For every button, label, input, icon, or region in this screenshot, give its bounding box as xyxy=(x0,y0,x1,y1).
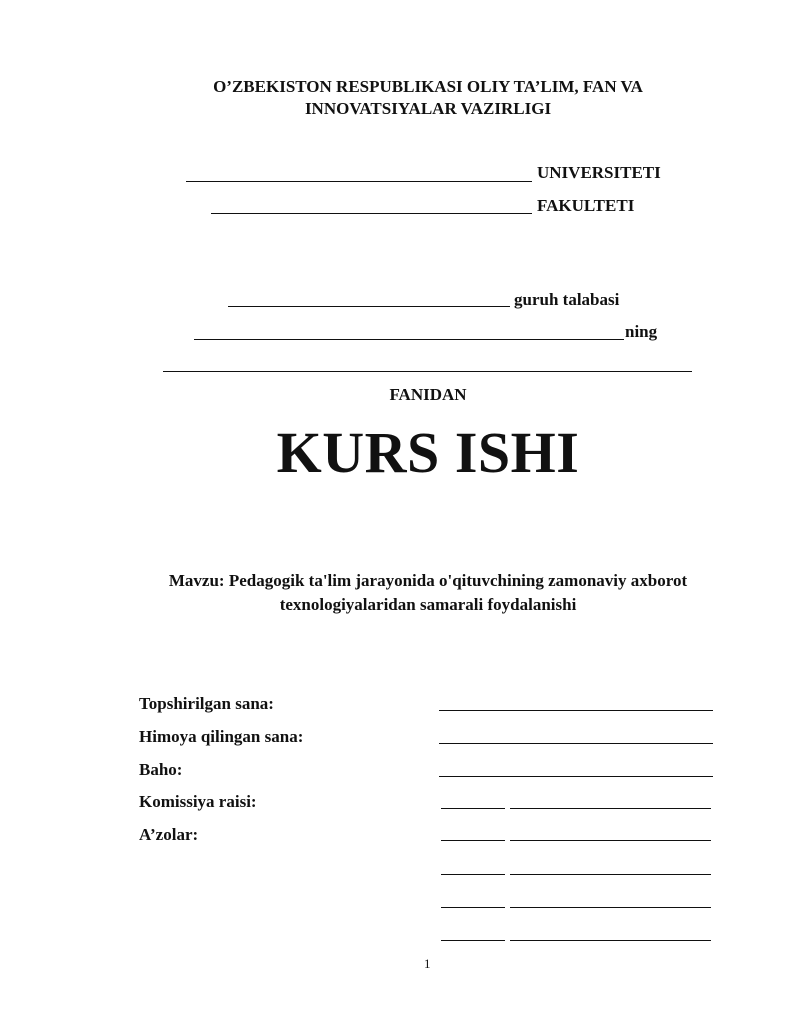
topic-line1: Mavzu: Pedagogik ta'lim jarayonida o'qituvchining zamonaviy axborot xyxy=(168,571,688,590)
page-number: 1 xyxy=(424,956,431,971)
topic-line2: texnologiyalaridan samarali foydalanishi xyxy=(279,595,577,614)
subject-label: FANIDAN xyxy=(389,385,467,404)
members-label: A’zolar: xyxy=(139,825,199,844)
member-signature-blank xyxy=(441,874,505,875)
subject-blank xyxy=(163,371,692,372)
commission-chair-signature-blank xyxy=(441,808,505,809)
member-name-blank xyxy=(510,907,711,908)
defense-date-label: Himoya qilingan sana: xyxy=(139,727,304,746)
university-label: UNIVERSITETI xyxy=(537,163,661,182)
member-name-blank xyxy=(510,874,711,875)
ministry-title-line2: INNOVATSIYALAR VAZIRLIGI xyxy=(304,99,552,118)
defense-date-blank xyxy=(439,743,713,744)
university-name-blank xyxy=(186,181,532,182)
member-name-blank xyxy=(510,940,711,941)
faculty-name-blank xyxy=(211,213,532,214)
document-title: KURS ISHI xyxy=(276,420,580,485)
commission-chair-label: Komissiya raisi: xyxy=(139,792,257,811)
commission-chair-name-blank xyxy=(510,808,711,809)
submitted-date-blank xyxy=(439,710,713,711)
member-signature-blank xyxy=(441,907,505,908)
student-name-suffix: ning xyxy=(625,322,658,341)
member-name-blank xyxy=(510,840,711,841)
member-signature-blank xyxy=(441,840,505,841)
grade-blank xyxy=(439,776,713,777)
student-name-blank xyxy=(194,339,624,340)
ministry-title-line1: O’ZBEKISTON RESPUBLIKASI OLIY TA’LIM, FAN VA xyxy=(213,77,643,96)
member-signature-blank xyxy=(441,940,505,941)
group-blank xyxy=(228,306,510,307)
submitted-date-label: Topshirilgan sana: xyxy=(139,694,274,713)
group-label: guruh talabasi xyxy=(514,290,620,309)
faculty-label: FAKULTETI xyxy=(537,196,635,215)
grade-label: Baho: xyxy=(139,760,183,779)
